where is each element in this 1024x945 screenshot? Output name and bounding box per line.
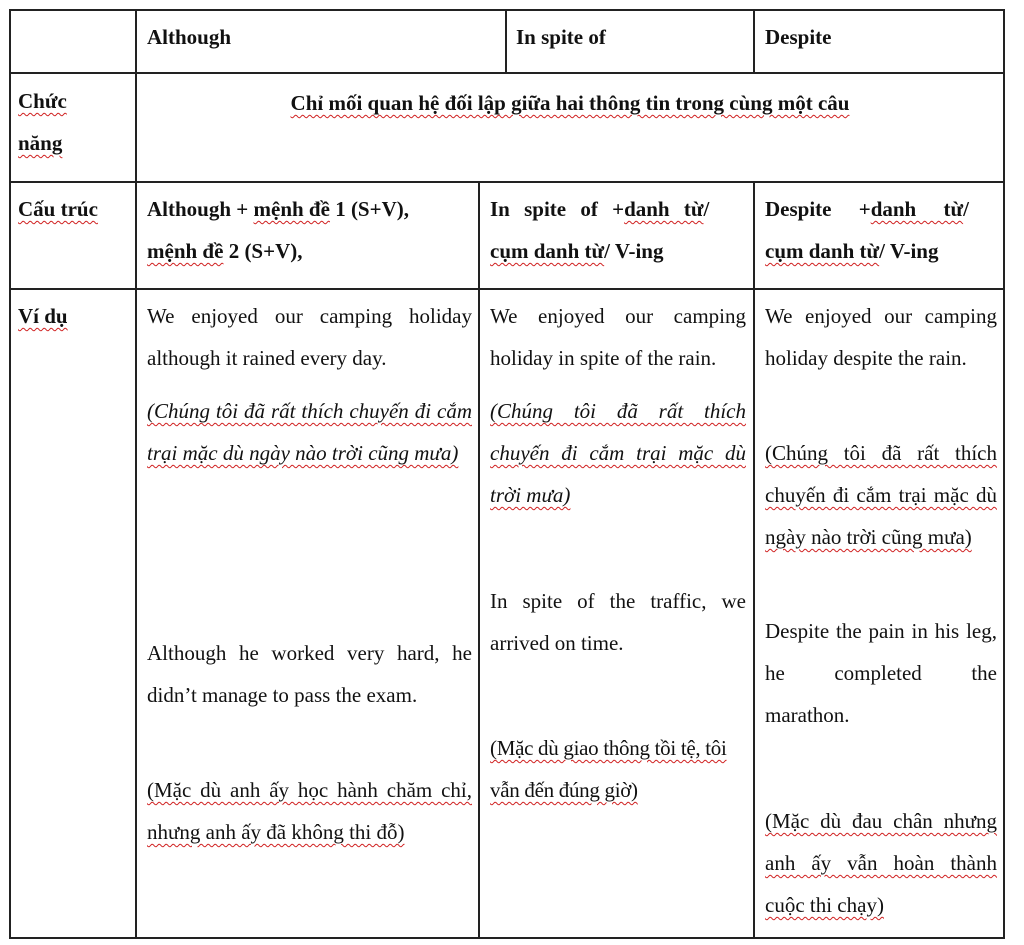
col-divider-body-3: [753, 181, 755, 939]
structure-although-line2: mệnh đề 2 (S+V),: [147, 239, 303, 263]
table-border-top: [9, 9, 1005, 11]
col-divider-header-2: [505, 9, 507, 74]
structure-in-spite-of-line1: In spite of +danh từ/: [490, 197, 710, 221]
col-divider-header-3: [753, 9, 755, 74]
structure-although-line1: Although + mệnh đề 1 (S+V),: [147, 197, 409, 221]
example-label: Ví dụ: [18, 304, 68, 328]
structure-in-spite-of: [490, 188, 746, 272]
although-translation-2: (Mặc dù anh ấy học hành chăm chỉ, nhưng anh ấy đã không thi đỗ): [147, 778, 472, 844]
function-description: Chỉ mối quan hệ đối lập giữa hai thông tin trong cùng một câu: [290, 91, 850, 115]
row-divider-3: [9, 288, 1005, 290]
in-spite-of-example-2: In spite of the traffic, we arrived on time.: [490, 589, 746, 655]
col-divider-body-2: [478, 181, 480, 939]
header-despite: Despite: [765, 25, 832, 49]
table-border-right: [1003, 9, 1005, 939]
structure-despite-line1: Despite +danh từ/: [765, 197, 969, 221]
function-label: [18, 80, 128, 164]
despite-translation-1: (Chúng tôi đã rất thích chuyến đi cắm trại mặc dù ngày nào trời cũng mưa): [765, 441, 997, 549]
table-border-bottom: [9, 937, 1005, 939]
function-label-line1: Chức: [18, 89, 67, 113]
in-spite-of-example-1: We enjoyed our camping holiday in spite of the rain.: [490, 304, 746, 370]
in-spite-of-translation-1: (Chúng tôi đã rất thích chuyến đi cắm trại mặc dù trời mưa): [490, 399, 746, 507]
table-border-left: [9, 9, 11, 939]
col-divider-1: [135, 9, 137, 939]
structure-in-spite-of-line2: cụm danh từ/ V-ing: [490, 239, 664, 263]
function-label-line2: năng: [18, 131, 63, 155]
structure-label: Cấu trúc: [18, 197, 98, 221]
structure-although: [147, 188, 472, 272]
despite-translation-2: (Mặc dù đau chân nhưng anh ấy vẫn hoàn thành cuộc thi chạy): [765, 809, 997, 917]
structure-despite: [765, 188, 997, 272]
despite-example-1: We enjoyed our camping holiday despite the rain.: [765, 304, 997, 370]
in-spite-of-translation-2: (Mặc dù giao thông tồi tệ, tôi vẫn đến đúng giờ): [490, 736, 727, 802]
although-example-2: Although he worked very hard, he didn’t manage to pass the exam.: [147, 641, 472, 707]
structure-despite-line2: cụm danh từ/ V-ing: [765, 239, 939, 263]
despite-example-2: Despite the pain in his leg, he completed the marathon.: [765, 619, 997, 727]
row-divider-1: [9, 72, 1005, 74]
header-in-spite-of: In spite of: [516, 25, 606, 49]
although-example-1: We enjoyed our camping holiday although it rained every day.: [147, 304, 472, 370]
row-divider-2: [9, 181, 1005, 183]
although-translation-1: (Chúng tôi đã rất thích chuyến đi cắm trại mặc dù ngày nào trời cũng mưa): [147, 399, 472, 465]
header-although: Although: [147, 25, 232, 49]
